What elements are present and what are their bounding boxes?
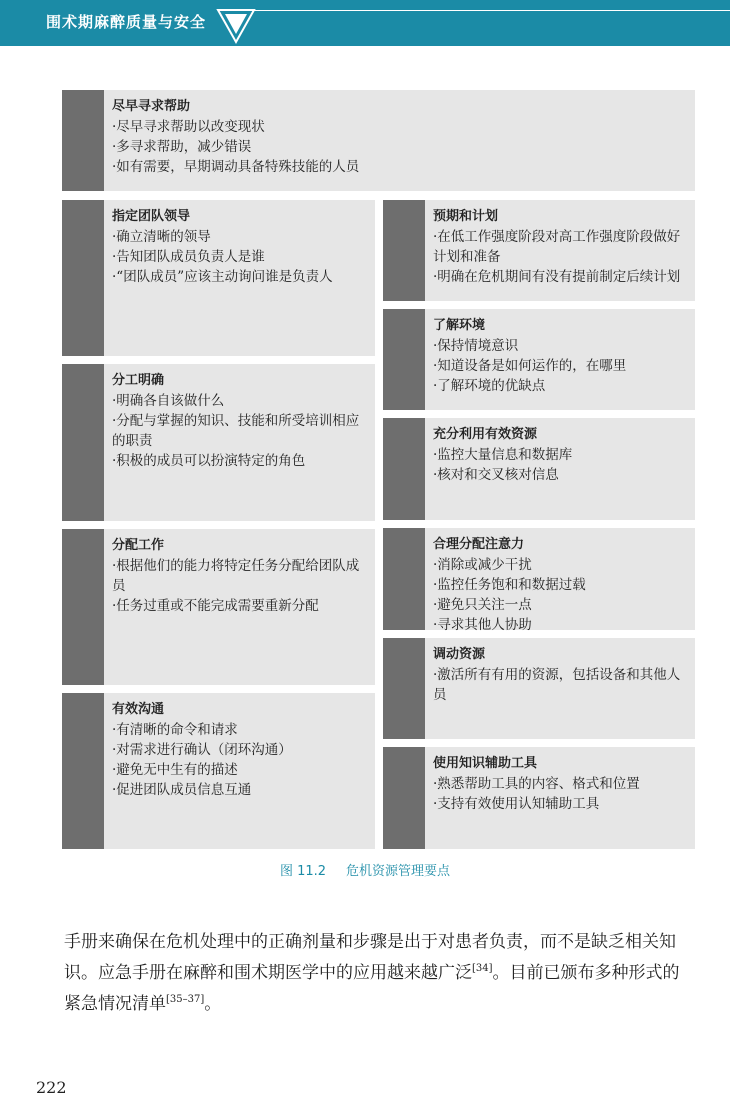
box-title: 分工明确 — [112, 373, 165, 388]
box-item: ·激活所有有用的资源，包括设备和其他人员 — [433, 667, 681, 703]
box-item: ·在低工作强度阶段对高工作强度阶段做好计划和准备 — [433, 229, 681, 265]
box-anticipate — [383, 200, 695, 301]
box-item: ·“团队成员”应该主动询问谁是负责人 — [112, 269, 333, 285]
box-item: ·明确在危机期间有没有提前制定后续计划 — [433, 269, 681, 285]
box-content — [112, 700, 369, 800]
box-content — [433, 316, 689, 396]
box-item: ·消除或减少干扰 — [433, 557, 532, 573]
citation-ref: [35–37] — [166, 994, 205, 1005]
box-item: ·熟悉帮助工具的内容、格式和位置 — [433, 776, 640, 792]
box-title: 了解环境 — [433, 318, 486, 333]
box-title: 尽早寻求帮助 — [112, 99, 191, 114]
box-title: 分配工作 — [112, 538, 165, 553]
box-item: ·明确各自该做什么 — [112, 393, 225, 409]
box-title: 充分利用有效资源 — [433, 427, 538, 442]
box-item: ·寻求其他人协助 — [433, 617, 532, 633]
box-title: 预期和计划 — [433, 209, 499, 224]
box-content — [433, 645, 689, 705]
paragraph-text: 手册来确保在危机处理中的正确剂量和步骤是出于对患者负责，而不是缺乏相关知识。应急手册在麻醉和围术期医学中的应用越来越广泛 — [64, 932, 676, 983]
box-bar — [62, 90, 104, 191]
page-number: 222 — [36, 1078, 67, 1097]
box-attention — [383, 528, 695, 633]
box-item: ·对需求进行确认（闭环沟通） — [112, 742, 292, 758]
body-paragraph — [64, 927, 696, 1020]
box-content — [112, 207, 369, 287]
box-communicate — [62, 693, 375, 849]
citation-ref: [34] — [472, 963, 493, 974]
box-environment — [383, 309, 695, 410]
box-seek-help — [62, 90, 695, 191]
figure-caption — [0, 860, 730, 879]
box-item: ·核对和交叉核对信息 — [433, 467, 559, 483]
figure-title: 危机资源管理要点 — [346, 864, 451, 879]
box-title: 有效沟通 — [112, 702, 165, 717]
box-content — [433, 425, 689, 485]
running-header-title: 围术期麻醉质量与安全 — [46, 13, 207, 31]
paragraph-text: 。 — [204, 994, 222, 1014]
figure-number: 图 11.2 — [279, 864, 327, 879]
box-item: ·监控任务饱和和数据过载 — [433, 577, 586, 593]
box-item: ·有清晰的命令和请求 — [112, 722, 238, 738]
box-item: ·根据他们的能力将特定任务分配给团队成员 — [112, 558, 360, 594]
box-item: ·支持有效使用认知辅助工具 — [433, 796, 600, 812]
box-bar — [62, 200, 104, 356]
box-resources-info — [383, 418, 695, 520]
box-item: ·如有需要，早期调动具备特殊技能的人员 — [112, 159, 360, 175]
box-item: ·积极的成员可以扮演特定的角色 — [112, 453, 306, 469]
box-bar — [383, 638, 425, 739]
box-cognitive-aids — [383, 747, 695, 849]
box-item: ·保持情境意识 — [433, 338, 519, 354]
box-distribute — [62, 529, 375, 685]
triangle-icon — [216, 8, 256, 46]
box-content — [433, 207, 689, 287]
box-item: ·避免无中生有的描述 — [112, 762, 238, 778]
box-bar — [383, 747, 425, 849]
box-roles — [62, 364, 375, 521]
box-item: ·任务过重或不能完成需要重新分配 — [112, 598, 319, 614]
box-content — [433, 535, 689, 635]
box-bar — [383, 200, 425, 301]
box-mobilize — [383, 638, 695, 739]
box-bar — [383, 418, 425, 520]
box-item: ·分配与掌握的知识、技能和所受培训相应的职责 — [112, 413, 360, 449]
box-item: ·监控大量信息和数据库 — [433, 447, 573, 463]
box-leader — [62, 200, 375, 356]
box-item: ·避免只关注一点 — [433, 597, 532, 613]
box-bar — [383, 528, 425, 630]
box-item: ·促进团队成员信息互通 — [112, 782, 252, 798]
box-bar — [383, 309, 425, 410]
box-item: ·了解环境的优缺点 — [433, 378, 546, 394]
box-item: ·尽早寻求帮助以改变现状 — [112, 119, 265, 135]
box-title: 指定团队领导 — [112, 209, 191, 224]
box-title: 使用知识辅助工具 — [433, 756, 538, 771]
box-content — [112, 536, 369, 616]
box-item: ·知道设备是如何运作的，在哪里 — [433, 358, 627, 374]
running-header — [0, 0, 730, 46]
box-item: ·确立清晰的领导 — [112, 229, 211, 245]
box-title: 合理分配注意力 — [433, 537, 525, 552]
box-title: 调动资源 — [433, 647, 486, 662]
box-bar — [62, 364, 104, 521]
box-bar — [62, 529, 104, 685]
box-content — [112, 371, 369, 471]
box-item: ·多寻求帮助，减少错误 — [112, 139, 252, 155]
box-item: ·告知团队成员负责人是谁 — [112, 249, 265, 265]
box-content — [433, 754, 689, 814]
header-rule — [250, 10, 730, 11]
paragraph-text: 。目前已颁布多种形式的紧急情况清单 — [64, 963, 680, 1014]
box-content — [112, 97, 689, 177]
box-bar — [62, 693, 104, 849]
